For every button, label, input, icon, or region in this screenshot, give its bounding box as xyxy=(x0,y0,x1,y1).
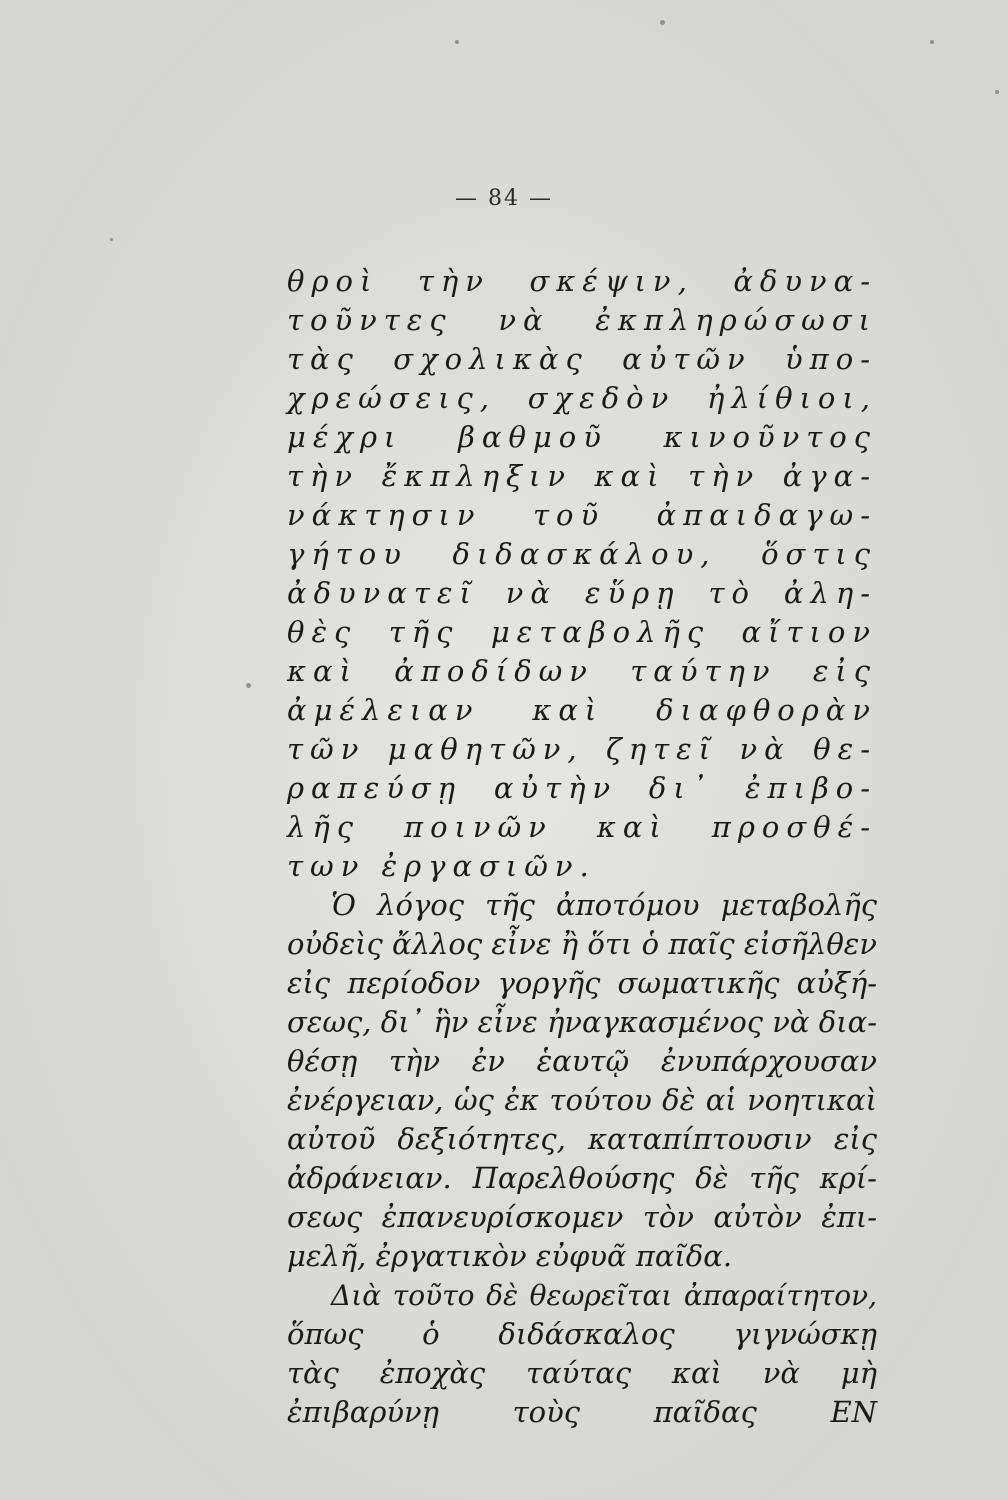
text-line: εἰς περίοδον γοργῆς σωματικῆς αὐξή- xyxy=(287,966,877,1000)
page-number: — 84 — xyxy=(455,186,553,211)
text-line: ραπεύσῃ αὐτὴν δι᾽ ἐπιβο- xyxy=(287,771,877,805)
text-line: νάκτησιν τοῦ ἀπαιδαγω- xyxy=(287,498,877,532)
text-line: θὲς τῆς μεταβολῆς αἴτιον xyxy=(287,615,877,649)
text-line: τὴν ἔκπληξιν καὶ τὴν ἀγα- xyxy=(287,459,877,493)
text-line: ἐπιβαρύνῃ τοὺς παῖδας ΕΝ xyxy=(287,1395,877,1429)
text-line: οὐδεὶς ἄλλος εἶνε ἢ ὅτι ὁ παῖς εἰσῆλθεν xyxy=(287,927,877,961)
paper-speck xyxy=(246,683,251,688)
text-line: Διὰ τοῦτο δὲ θεωρεῖται ἀπαραίτητον, xyxy=(331,1279,877,1312)
text-line: ἀδράνειαν. Παρελθούσης δὲ τῆς κρί- xyxy=(287,1161,877,1195)
text-line: τῶν μαθητῶν, ζητεῖ νὰ θε- xyxy=(287,732,877,766)
text-line: ὅπως ὁ διδάσκαλος γιγνώσκῃ xyxy=(287,1317,877,1351)
paper-speck xyxy=(995,90,999,94)
text-line: μελῆ, ἐργατικὸν εὐφυᾶ παῖδα. xyxy=(287,1239,733,1273)
text-line: τὰς ἐποχὰς ταύτας καὶ νὰ μὴ xyxy=(287,1356,877,1390)
text-line: λῆς ποινῶν καὶ προσθέ- xyxy=(287,810,877,844)
paper-speck xyxy=(930,40,934,44)
paper-speck xyxy=(660,20,665,25)
text-line: Ὁ λόγος τῆς ἀποτόμου μεταβολῆς xyxy=(331,888,877,922)
text-line: ἀμέλειαν καὶ διαφθορὰν xyxy=(287,693,877,727)
text-line: χρεώσεις, σχεδὸν ἠλίθιοι, xyxy=(287,381,877,415)
text-line: γήτου διδασκάλου, ὅστις xyxy=(287,537,877,571)
text-line: ἀδυνατεῖ νὰ εὕρῃ τὸ ἀλη- xyxy=(287,576,877,610)
body-text xyxy=(287,262,877,1432)
text-line: αὐτοῦ δεξιότητες, καταπίπτουσιν εἰς xyxy=(287,1122,877,1156)
text-line: σεως ἐπανευρίσκομεν τὸν αὐτὸν ἐπι- xyxy=(287,1200,877,1234)
paper-speck xyxy=(110,238,113,241)
text-line: θέσῃ τὴν ἐν ἑαυτῷ ἐνυπάρχουσαν xyxy=(287,1044,877,1078)
text-line: τὰς σχολικὰς αὐτῶν ὑπο- xyxy=(287,342,877,376)
text-line: σεως, δι᾽ ἣν εἶνε ἠναγκασμένος νὰ δια- xyxy=(287,1005,877,1039)
text-line: καὶ ἀποδίδων ταύτην εἰς xyxy=(287,654,877,688)
text-line: θροὶ τὴν σκέψιν, ἀδυνα- xyxy=(287,264,877,298)
text-line: ἐνέργειαν, ὡς ἐκ τούτου δὲ αἱ νοητικαὶ xyxy=(287,1083,877,1117)
text-line: μέχρι βαθμοῦ κινοῦντος xyxy=(287,420,877,454)
paper-speck xyxy=(455,40,459,44)
text-line: τοῦντες νὰ ἐκπληρώσωσι xyxy=(287,303,877,337)
text-line: των ἐργασιῶν. xyxy=(287,849,596,883)
